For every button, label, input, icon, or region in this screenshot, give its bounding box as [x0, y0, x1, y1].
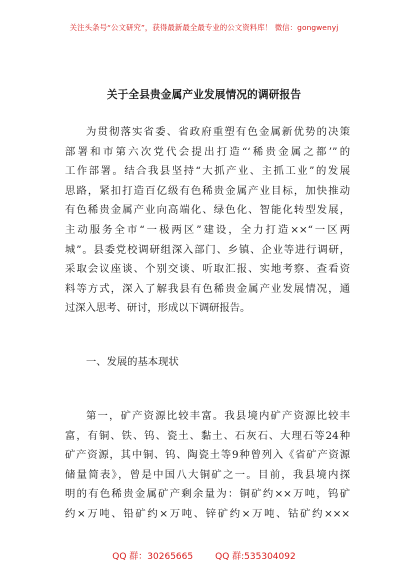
document-title: 关于全县贵金属产业发展情况的调研报告: [106, 89, 302, 101]
section-line: 第一，矿产资源比较丰富。我县境内矿产资源比较丰: [86, 410, 350, 422]
intro-line: 有色稀贵金属产业向高端化、绿色化、智能化转型发展，: [65, 204, 350, 217]
section-line: 矿产资源，其中铜、钨、陶瓷土等9种曾列入《省矿产资源: [65, 449, 350, 462]
intro-line: 为贯彻落实省委、省政府重塑有色金属新优势的决策: [86, 126, 350, 138]
section-line: 明的有色稀贵金属矿产剩余量为：铜矿约××万吨，钨矿: [65, 488, 350, 501]
footer-qq-group-1: QQ 群：30265665: [112, 552, 194, 562]
intro-paragraph: [65, 123, 350, 319]
footer-qq-group-2: QQ 群:535304092: [215, 552, 296, 562]
section-line: 约×万吨、铅矿约×万吨、锌矿约×万吨、钴矿约×××: [65, 507, 350, 520]
header-banner: 关注头条号“公文研究”，获得最新最全最专业的公文资料库！ 微信：gongwenyj: [69, 23, 339, 32]
intro-line: 城”。县委党校调研组深入部门、乡镇、企业等进行调研，: [65, 243, 350, 256]
footer-contact: [0, 549, 408, 562]
intro-line: 工作部署。结合我县坚持“大抓产业、主抓工业”的发展: [65, 165, 350, 178]
section-line: 富，有铜、铁、钨、瓷土、黏土、石灰石、大理石等24种: [65, 429, 350, 442]
intro-line: 思路，紧扣打造百亿级有色稀贵金属产业目标，加快推动: [65, 184, 350, 197]
section-line: 储量简表》，曾是中国八大铜矿之一。目前，我县境内探: [65, 468, 350, 481]
intro-line: 主动服务全市“一极两区”建设，全力打造××“一区两: [65, 223, 350, 236]
intro-line: 过深入思考、研讨，形成以下调研报告。: [65, 302, 251, 315]
intro-line: 部署和市第六次党代会提出打造“‘稀贵金属之都’”的: [65, 145, 350, 158]
intro-line: 采取会议座谈、个别交谈、听取汇报、实地考察、查看资: [65, 263, 350, 276]
intro-line: 料等方式，深入了解我县有色稀贵金属产业发展情况，通: [65, 282, 350, 295]
section-heading: 一、发展的基本现状: [86, 356, 179, 368]
section-paragraph: [65, 407, 350, 525]
